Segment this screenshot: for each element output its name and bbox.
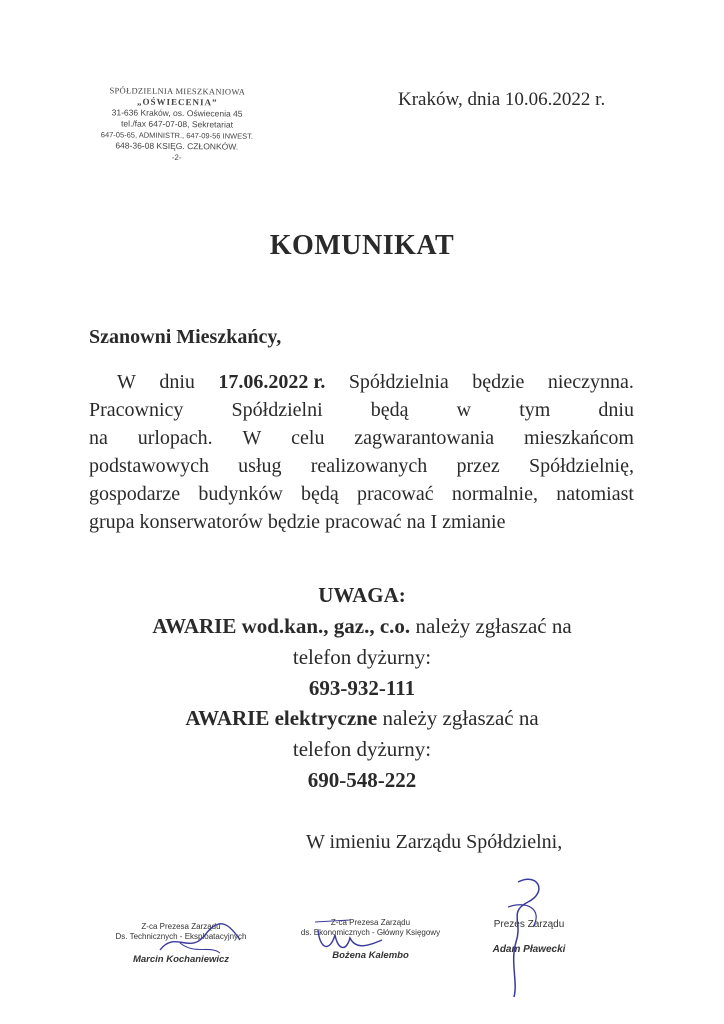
body-line-6 [89,511,634,534]
stamp-line-2: „OŚWIECENIA” [136,96,218,108]
body-word: przez [456,455,500,477]
notice-water-services: AWARIE wod.kan., gaz., c.o. [152,614,411,638]
stamp-line-6: 648-36-08 KSIĘG. CZŁONKÓW. [115,140,239,152]
body-line-3 [89,427,634,450]
signature-role: Prezes Zarządu [493,919,565,930]
body-word: dniu [159,371,195,393]
body-line-4 [89,455,634,478]
notice-heading: UWAGA: [318,583,406,607]
stamp-line-4: tel./fax 647-07-08, Sekretariat [120,118,234,130]
body-word: będą [301,483,339,505]
body-word: będą [370,399,409,421]
body-word: w [456,399,472,421]
document-title: KOMUNIKAT [269,230,455,261]
signatory-name: Marcin Kochaniewicz [132,954,230,965]
body-word: Spółdzielnia [348,371,449,393]
body-line-1 [89,371,634,394]
body-word: realizowanych [310,455,428,477]
body-word: pracować [357,483,434,505]
signature-role: Z-ca Prezesa Zarządu [141,922,221,931]
body-word: mieszkańcom [523,427,634,449]
signature-role: Z-ca Prezesa Zarządu [330,918,411,927]
body-word: Spółdzielni [231,399,323,421]
body-word: Pracownicy [89,399,184,421]
notice-electric-line [0,706,724,731]
body-word: W [117,371,136,393]
body-word: na [89,427,108,449]
body-word: tym [519,399,551,421]
closure-date: 17.06.2022 r. [218,371,326,393]
notice-water-line [0,614,724,639]
document-date: Kraków, dnia 10.06.2022 r. [398,89,606,110]
stamp-line-5: 647-05-65, ADMINISTR., 647-09-56 INWEST. [100,130,254,141]
body-word: normalnie, [451,483,538,505]
phone-label-1: telefon dyżurny: [292,645,432,669]
body-word: celu [291,427,325,449]
body-line-2 [89,399,634,422]
body-word: usług [238,455,282,477]
handwritten-signature-2 [310,910,390,960]
cooperative-stamp [82,85,273,164]
body-word: będzie [472,371,525,393]
notice-water-instruction: należy zgłaszać na [410,614,572,638]
closing-line: W imieniu Zarządu Spółdzielni, [306,831,563,853]
body-word: Spółdzielnię, [528,455,634,477]
stamp-line-3: 31-636 Kraków, os. Oświecenia 45 [111,107,243,119]
phone-number-2: 690-548-222 [307,768,417,792]
signatory-name: Bożena Kalembo [332,950,409,961]
body-line-6-text: grupa konserwatorów będzie pracować na I zmianie [89,511,506,533]
body-word: dniu [598,399,634,421]
phone-number-1: 693-932-111 [308,676,416,700]
body-word: podstawowych [89,455,209,477]
stamp-line-7: -2- [171,152,182,163]
body-word: budynków [198,483,283,505]
signature-role-detail: ds. Ekonomicznych - Główny Księgowy [300,928,441,937]
body-word: zagwarantowania [354,427,495,449]
signature-role-detail: Ds. Technicznych - Eksploatacyjnych [115,932,247,941]
phone-label-2: telefon dyżurny: [292,737,432,761]
notice-electric-services: AWARIE elektryczne [185,706,378,730]
body-word: nieczynna. [547,371,634,393]
signatory-name: Adam Pławecki [492,944,566,955]
body-word: gospodarze [89,483,181,505]
notice-electric-instruction: należy zgłaszać na [377,706,539,730]
salutation: Szanowni Mieszkańcy, [89,326,282,348]
stamp-line-1: SPÓŁDZIELNIA MIESZKANIOWA [109,85,246,97]
body-word: natomiast [556,483,634,505]
body-word: W [242,427,262,449]
handwritten-signature-1 [150,915,250,965]
handwritten-signature-3 [488,872,568,1002]
body-line-5 [89,483,634,506]
body-word: urlopach. [137,427,213,449]
